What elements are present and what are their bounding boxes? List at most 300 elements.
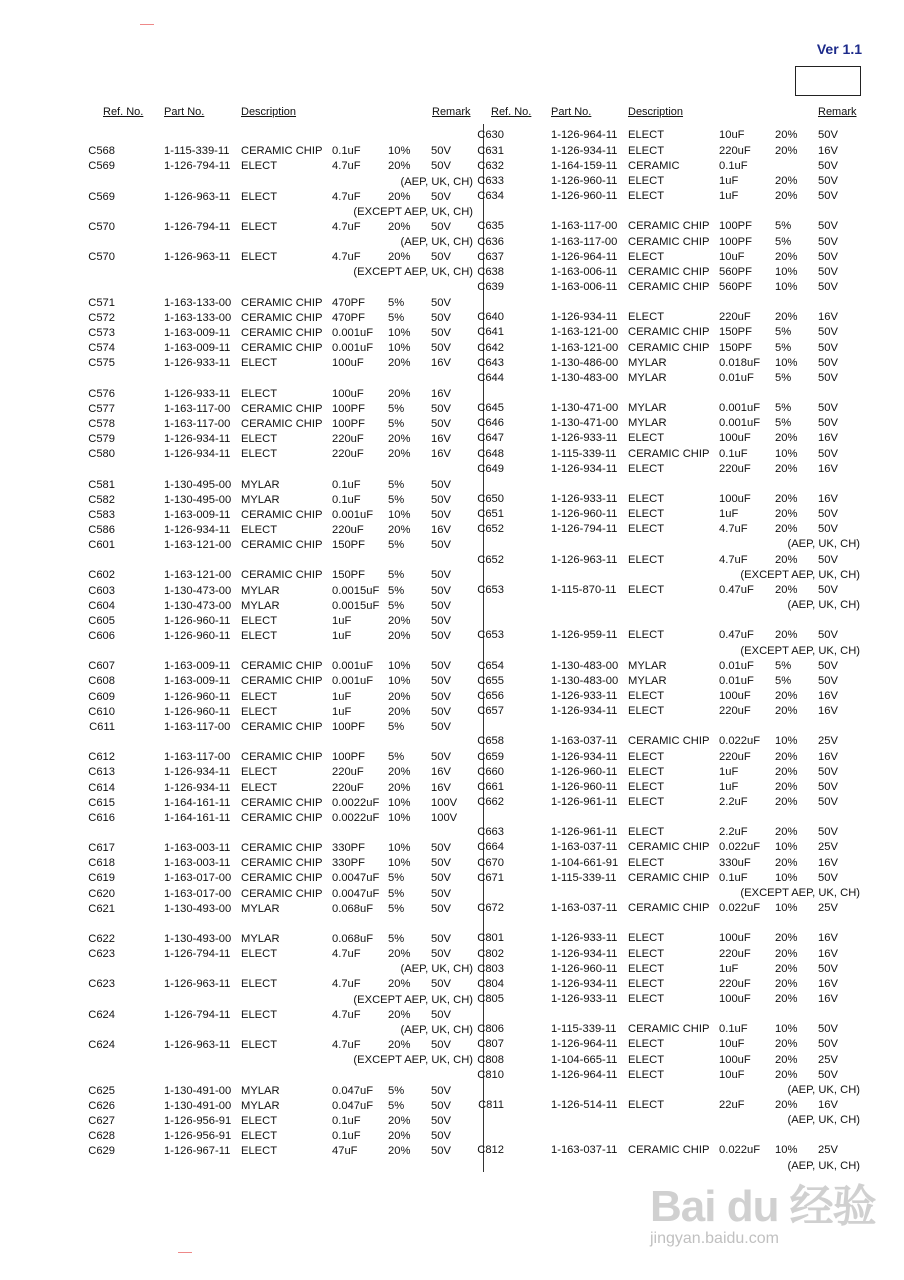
part-value: 4.7uF (332, 978, 361, 991)
part-row (0, 962, 904, 976)
part-type: ELECT (628, 1053, 665, 1066)
part-value: 0.47uF (719, 629, 754, 642)
part-tolerance: 20% (388, 357, 411, 370)
part-row (0, 128, 904, 142)
part-row (0, 750, 904, 764)
remark-text: (EXCEPT AEP, UK, CH) (740, 644, 860, 657)
part-value: 100PF (719, 235, 752, 248)
part-value: 10uF (719, 1068, 745, 1081)
part-value: 0.47uF (719, 583, 754, 596)
part-tolerance: 10% (775, 902, 798, 914)
part-tolerance: 5% (775, 220, 792, 233)
part-voltage: 50V (431, 675, 451, 688)
part-voltage: 16V (818, 493, 838, 505)
part-value: 220uF (719, 947, 751, 960)
part-no: 1-130-483-00 (551, 371, 619, 384)
part-value: 0.0022uF (332, 811, 380, 824)
part-value: 4.7uF (332, 190, 361, 203)
part-no: 1-163-037-11 (551, 1144, 618, 1157)
part-tolerance: 20% (775, 932, 798, 945)
ref-no: C637 (477, 250, 504, 263)
part-row (0, 734, 904, 748)
part-voltage: 50V (818, 1023, 838, 1036)
part-no: 1-126-794-11 (164, 1008, 231, 1021)
ref-no: C649 (477, 462, 504, 475)
part-voltage: 50V (818, 871, 838, 884)
part-row (0, 387, 904, 401)
ref-no: C631 (477, 144, 504, 157)
part-voltage: 50V (818, 356, 838, 369)
ref-no: C624 (88, 1008, 115, 1021)
part-row (0, 795, 904, 809)
part-no: 1-126-960-11 (551, 508, 618, 521)
ref-no: C806 (477, 1023, 504, 1036)
part-voltage: 50V (818, 326, 838, 339)
part-value: 470PF (332, 311, 365, 324)
part-tolerance: 20% (775, 1038, 798, 1051)
part-type: ELECT (241, 448, 278, 461)
part-no: 1-126-960-11 (164, 690, 231, 703)
part-type: ELECT (241, 766, 278, 779)
part-tolerance: 10% (388, 508, 411, 521)
part-voltage: 50V (431, 584, 451, 597)
part-voltage: 16V (818, 462, 838, 475)
part-type: MYLAR (628, 417, 667, 430)
part-no: 1-126-963-11 (164, 978, 231, 991)
part-no: 1-163-009-11 (164, 327, 231, 339)
part-voltage: 50V (431, 948, 451, 961)
part-no: 1-126-934-11 (551, 947, 618, 960)
part-tolerance: 20% (388, 1145, 411, 1158)
part-type: ELECT (241, 357, 278, 370)
part-value: 0.1uF (332, 145, 361, 158)
part-no: 1-126-794-11 (551, 523, 618, 536)
part-voltage: 50V (818, 962, 838, 975)
header-remark-left: Remark (432, 106, 471, 118)
part-voltage: 50V (818, 402, 838, 415)
version-label: Ver 1.1 (816, 41, 862, 57)
part-no: 1-126-514-11 (551, 1099, 618, 1111)
part-voltage: 50V (818, 190, 838, 202)
part-no: 1-126-933-11 (551, 493, 618, 505)
part-type: ELECT (628, 432, 665, 445)
part-voltage: 50V (431, 478, 451, 491)
part-tolerance: 10% (388, 145, 411, 158)
part-no: 1-163-117-00 (164, 751, 231, 764)
part-tolerance: 5% (388, 887, 405, 900)
part-type: ELECT (628, 129, 665, 142)
part-no: 1-126-960-11 (551, 190, 618, 202)
part-tolerance: 5% (388, 720, 405, 733)
ref-no: C605 (88, 614, 115, 627)
part-type: CERAMIC CHIP (241, 145, 323, 158)
part-no: 1-130-493-00 (164, 933, 232, 945)
ref-no: C582 (88, 493, 115, 506)
ref-no: C663 (477, 826, 504, 839)
part-row (0, 871, 904, 885)
ref-no: C607 (88, 660, 115, 673)
part-tolerance: 5% (775, 235, 792, 248)
part-voltage: 50V (431, 1145, 451, 1158)
part-tolerance: 5% (775, 402, 792, 415)
part-no: 1-130-471-00 (551, 402, 619, 415)
part-value: 10uF (719, 250, 745, 263)
part-no: 1-163-117-00 (164, 720, 231, 733)
part-value: 100uF (719, 432, 751, 445)
part-voltage: 16V (818, 750, 838, 763)
ref-no: C654 (477, 659, 504, 672)
part-value: 0.001uF (332, 675, 374, 688)
part-voltage: 50V (818, 826, 838, 839)
part-value: 0.001uF (332, 508, 374, 521)
part-row (0, 1037, 904, 1051)
ref-no: C662 (477, 796, 504, 808)
part-type: ELECT (628, 826, 665, 839)
part-voltage: 16V (431, 766, 451, 779)
part-value: 0.0015uF (332, 584, 380, 597)
part-type: ELECT (628, 508, 665, 521)
part-no: 1-130-473-00 (164, 584, 232, 597)
part-value: 0.0015uF (332, 599, 380, 612)
part-row (0, 1053, 904, 1067)
part-voltage: 50V (431, 1129, 451, 1142)
part-type: ELECT (628, 523, 665, 536)
part-voltage: 50V (818, 417, 838, 430)
part-value: 0.001uF (332, 342, 374, 355)
part-type: CERAMIC CHIP (241, 887, 323, 900)
part-voltage: 50V (431, 1039, 451, 1051)
part-value: 150PF (719, 326, 752, 339)
part-type: CERAMIC CHIP (628, 326, 710, 339)
part-value: 470PF (332, 296, 365, 309)
part-no: 1-163-009-11 (164, 508, 231, 521)
part-type: ELECT (628, 1099, 665, 1111)
part-voltage: 16V (818, 1099, 838, 1111)
part-tolerance: 10% (775, 356, 798, 369)
ref-no: C802 (477, 947, 504, 960)
part-tolerance: 5% (388, 1099, 405, 1112)
part-tolerance: 20% (775, 462, 798, 475)
part-value: 1uF (719, 508, 739, 521)
part-tolerance: 20% (775, 250, 798, 263)
part-voltage: 16V (818, 856, 838, 869)
part-tolerance: 20% (388, 523, 411, 536)
part-voltage: 16V (818, 992, 838, 1005)
remark-row (660, 644, 860, 658)
part-tolerance: 20% (775, 311, 798, 324)
ref-no: C655 (477, 674, 504, 687)
part-type: CERAMIC CHIP (241, 296, 323, 309)
part-no: 1-163-006-11 (551, 280, 618, 293)
part-no: 1-126-933-11 (551, 689, 618, 702)
part-type: CERAMIC CHIP (241, 811, 323, 824)
part-type: CERAMIC CHIP (628, 220, 710, 233)
part-type: ELECT (628, 689, 665, 702)
ref-no: C573 (88, 327, 115, 339)
part-row (0, 144, 904, 158)
part-no: 1-130-483-00 (551, 659, 619, 672)
part-voltage: 50V (818, 629, 838, 642)
ref-no: C581 (88, 478, 115, 491)
part-tolerance: 10% (775, 265, 798, 278)
part-tolerance: 20% (775, 493, 798, 505)
part-tolerance: 10% (388, 796, 411, 809)
part-no: 1-163-121-00 (164, 569, 232, 582)
part-no: 1-163-003-11 (164, 857, 231, 870)
part-value: 220uF (332, 766, 364, 779)
part-tolerance: 20% (775, 1053, 798, 1066)
part-no: 1-126-933-11 (164, 357, 231, 370)
part-type: ELECT (628, 765, 665, 778)
ref-no: C610 (88, 705, 115, 718)
part-type: CERAMIC CHIP (628, 235, 710, 248)
part-type: CERAMIC CHIP (241, 720, 323, 733)
part-tolerance: 10% (388, 327, 411, 339)
part-tolerance: 20% (388, 978, 411, 991)
part-row (0, 1068, 904, 1082)
part-no: 1-130-491-00 (164, 1084, 232, 1097)
part-tolerance: 10% (388, 342, 411, 355)
part-tolerance: 10% (775, 841, 798, 854)
part-row (0, 553, 904, 567)
part-type: CERAMIC CHIP (241, 660, 323, 673)
part-tolerance: 20% (775, 1099, 798, 1111)
part-value: 0.0047uF (332, 872, 380, 885)
part-no: 1-163-009-11 (164, 342, 231, 355)
part-tolerance: 20% (388, 614, 411, 627)
ref-no: C661 (477, 780, 504, 793)
part-no: 1-126-964-11 (551, 129, 618, 142)
ref-no: C625 (88, 1084, 115, 1097)
part-tolerance: 5% (388, 311, 405, 324)
part-tolerance: 5% (775, 326, 792, 339)
part-row (0, 265, 904, 279)
remark-text: (EXCEPT AEP, UK, CH) (353, 205, 473, 218)
part-type: ELECT (241, 1114, 278, 1127)
part-value: 0.1uF (332, 478, 361, 491)
part-no: 1-130-483-00 (551, 674, 619, 687)
part-type: ELECT (241, 387, 278, 400)
remark-text: (EXCEPT AEP, UK, CH) (353, 993, 473, 1006)
part-no: 1-163-133-00 (164, 296, 232, 309)
part-no: 1-163-006-11 (551, 265, 618, 278)
part-no: 1-126-964-11 (551, 1068, 618, 1081)
part-type: CERAMIC CHIP (241, 402, 323, 415)
part-no: 1-163-117-00 (551, 235, 618, 248)
part-voltage: 50V (431, 342, 451, 355)
ref-no: C643 (477, 356, 504, 369)
ref-no: C606 (88, 630, 115, 642)
part-no: 1-126-794-11 (164, 221, 231, 233)
part-type: ELECT (628, 583, 665, 596)
part-voltage: 50V (431, 296, 451, 309)
part-type: ELECT (628, 250, 665, 263)
part-type: MYLAR (628, 659, 667, 672)
part-tolerance: 20% (775, 992, 798, 1005)
part-row (0, 447, 904, 461)
part-voltage: 50V (431, 630, 451, 642)
part-tolerance: 20% (388, 1039, 411, 1051)
part-tolerance: 20% (775, 583, 798, 596)
part-row (0, 478, 904, 492)
part-no: 1-163-121-00 (164, 539, 232, 552)
part-tolerance: 20% (775, 947, 798, 960)
part-row (0, 811, 904, 825)
part-tolerance: 20% (775, 705, 798, 718)
part-tolerance: 10% (388, 842, 411, 855)
part-row (0, 492, 904, 506)
part-voltage: 50V (431, 311, 451, 324)
part-row (0, 219, 904, 233)
part-row (0, 310, 904, 324)
part-voltage: 50V (818, 265, 838, 278)
part-type: ELECT (628, 856, 665, 869)
part-tolerance: 5% (388, 296, 405, 309)
part-type: ELECT (241, 978, 278, 991)
part-tolerance: 10% (775, 1023, 798, 1036)
part-tolerance: 20% (388, 690, 411, 703)
part-no: 1-126-967-11 (164, 1145, 231, 1158)
part-value: 0.1uF (332, 493, 361, 506)
part-voltage: 16V (818, 311, 838, 324)
ref-no: C613 (88, 766, 115, 779)
part-row (0, 674, 904, 688)
ref-no: C653 (477, 629, 504, 642)
part-no: 1-164-161-11 (164, 811, 231, 824)
part-value: 100PF (332, 720, 365, 733)
part-value: 1uF (719, 190, 739, 202)
part-type: ELECT (628, 174, 665, 187)
part-tolerance: 20% (775, 174, 798, 187)
part-tolerance: 5% (388, 478, 405, 491)
part-no: 1-163-009-11 (164, 675, 231, 688)
part-tolerance: 10% (775, 1144, 798, 1157)
ref-no: C636 (477, 235, 504, 248)
part-voltage: 50V (431, 720, 451, 733)
part-row (0, 1143, 904, 1157)
ref-no: C609 (88, 690, 115, 703)
part-no: 1-126-960-11 (551, 174, 618, 187)
part-row (0, 720, 904, 734)
part-voltage: 50V (431, 887, 451, 900)
part-no: 1-163-117-00 (164, 417, 231, 430)
part-type: ELECT (628, 992, 665, 1005)
ref-no: C804 (477, 977, 504, 990)
remark-row (660, 537, 860, 551)
part-no: 1-126-960-11 (164, 705, 231, 718)
part-voltage: 50V (818, 1038, 838, 1051)
part-value: 0.022uF (719, 841, 761, 854)
part-type: ELECT (241, 1039, 278, 1051)
part-no: 1-126-959-11 (551, 629, 618, 642)
part-type: ELECT (628, 962, 665, 975)
part-no: 1-126-934-11 (551, 462, 618, 475)
part-type: ELECT (241, 190, 278, 203)
remark-row (273, 205, 473, 219)
part-type: ELECT (241, 1129, 278, 1142)
part-tolerance: 10% (388, 660, 411, 673)
part-voltage: 50V (818, 674, 838, 687)
part-tolerance: 5% (388, 539, 405, 552)
part-type: ELECT (241, 630, 278, 642)
part-voltage: 16V (431, 433, 451, 445)
part-tolerance: 5% (388, 402, 405, 415)
part-tolerance: 5% (388, 417, 405, 430)
part-voltage: 25V (818, 1144, 838, 1157)
part-voltage: 50V (431, 539, 451, 552)
part-voltage: 50V (818, 341, 838, 354)
ref-no: C614 (88, 781, 115, 794)
ref-no: C575 (88, 357, 115, 370)
part-tolerance: 20% (775, 629, 798, 642)
part-no: 1-126-933-11 (164, 387, 231, 400)
part-no: 1-126-961-11 (551, 796, 618, 808)
part-voltage: 50V (431, 690, 451, 703)
part-row (0, 1022, 904, 1036)
header-part-right: Part No. (551, 106, 592, 118)
part-voltage: 50V (431, 1114, 451, 1127)
part-voltage: 50V (431, 493, 451, 506)
part-row (0, 977, 904, 991)
part-no: 1-126-960-11 (551, 962, 618, 975)
part-type: CERAMIC CHIP (628, 447, 710, 460)
remark-text: (AEP, UK, CH) (400, 963, 473, 976)
part-no: 1-126-933-11 (551, 992, 618, 1005)
ref-no: C648 (477, 447, 504, 460)
part-value: 0.01uF (719, 674, 754, 687)
part-tolerance: 20% (775, 689, 798, 702)
ref-no: C622 (88, 933, 115, 945)
part-tolerance: 20% (388, 766, 411, 779)
part-no: 1-126-956-91 (164, 1129, 232, 1142)
part-tolerance: 20% (775, 977, 798, 990)
part-type: CERAMIC CHIP (628, 871, 710, 884)
part-row (0, 1008, 904, 1022)
part-voltage: 25V (818, 1053, 838, 1066)
part-voltage: 50V (431, 857, 451, 870)
ref-no: C660 (477, 765, 504, 778)
ref-no: C602 (88, 569, 115, 582)
part-row (0, 507, 904, 521)
part-type: CERAMIC CHIP (628, 1144, 710, 1157)
part-voltage: 50V (431, 1084, 451, 1097)
part-type: CERAMIC CHIP (241, 508, 323, 521)
part-tolerance: 20% (388, 387, 411, 400)
part-value: 4.7uF (332, 160, 361, 173)
part-value: 0.047uF (332, 1084, 374, 1097)
part-value: 0.018uF (719, 356, 761, 369)
ref-no: C812 (477, 1144, 504, 1157)
part-value: 100PF (332, 417, 365, 430)
crop-mark (140, 24, 154, 25)
part-voltage: 50V (818, 780, 838, 793)
part-value: 2.2uF (719, 796, 748, 808)
ref-no: C601 (88, 539, 115, 552)
part-no: 1-163-117-00 (164, 402, 231, 415)
part-type: ELECT (241, 251, 278, 264)
part-voltage: 50V (431, 508, 451, 521)
part-row (0, 522, 904, 536)
part-tolerance: 5% (775, 417, 792, 430)
ref-no: C568 (88, 145, 115, 158)
part-row (0, 280, 904, 294)
part-tolerance: 20% (775, 826, 798, 839)
part-value: 47uF (332, 1145, 358, 1158)
part-voltage: 16V (431, 781, 451, 794)
part-tolerance: 20% (775, 129, 798, 142)
part-row (0, 825, 904, 839)
ref-no: C656 (477, 689, 504, 702)
